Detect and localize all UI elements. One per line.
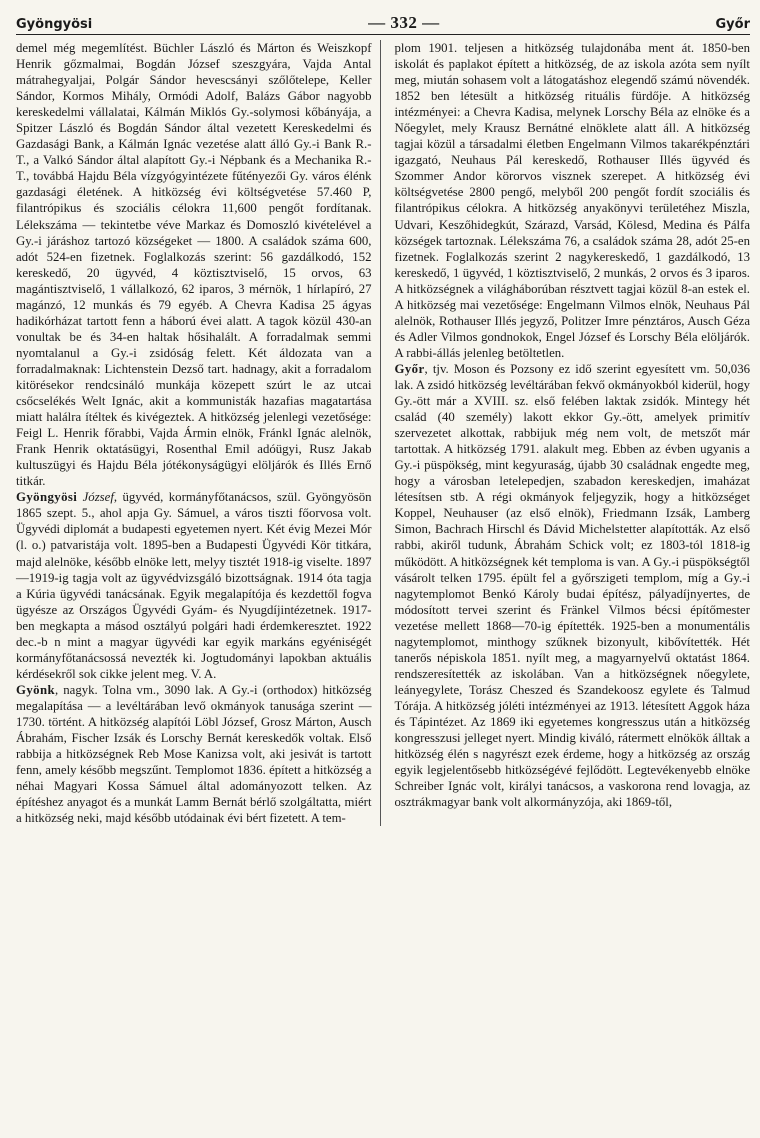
entry-paragraph bbox=[395, 40, 751, 361]
entry-headword: Gyönk bbox=[16, 682, 55, 697]
entry-gyonk bbox=[16, 682, 372, 826]
entry-given-name: József bbox=[82, 490, 114, 505]
left-column bbox=[16, 40, 381, 826]
page-number: — 332 — bbox=[368, 13, 440, 32]
entry-headword: Győr bbox=[394, 361, 425, 376]
entry-text: , ügyvéd, kormányfőtanácsos, szül. Gyöngyösön 1865 szept. 5., ahol apja Gy. Sámuel, a város tiszti főorvosa volt. Ügyvédi diplomát a budapesti egyetemen nyert. Két évig Mezei Mór (l. o.) patvaristája volt. 1895-ben a Budapesti Ügyvédi Kör titkára, majd alelnöke, később elnöke lett, melyy tisztét 1918-ig viselte. 1897—1919-ig tagja volt az ügyvédvizsgáló bizottságnak. 1914 óta tagja a Kúria ügyvédi tanácsának. Egyik megalapítója és kezdettől fogva ügyésze az Országos Ügyvédi Gyám- és Nyugdíjintézetnek. 1917-ben megkapta a másod osztályú polgári hadi érdemkeresztet. 1922 dec.-b n mint a magyar ügyvédi kar egyik markáns egyéniségét kormányfőtanácsossá nevezték ki. Jogtudományi lapokban aktuális kérdésekről sok cikke jelent meg. V. A. bbox=[16, 490, 372, 681]
right-column bbox=[395, 40, 751, 826]
page-header bbox=[16, 8, 750, 35]
entry-gyor bbox=[395, 361, 751, 810]
entry-gyongyosi-jozsef bbox=[16, 489, 372, 682]
entry-paragraph bbox=[16, 40, 372, 489]
entry-headword: Gyöngyösi bbox=[16, 490, 78, 505]
header-left-keyword: Gyöngyösi bbox=[16, 17, 93, 32]
entry-text: , nagyk. Tolna vm., 3090 lak. A Gy.-i (orthodox) hitközség megalapítása — a levéltárában levő okmányok tanusága szerint — 1730. történt. A hitközség alapítói Löbl József, Grosz Márton, Ausch Ábrahám, Fischer Izsák és Lorschy Bernát kereskedők voltak. Első rabbija a hitközségnek Reb Mose Kanizsa volt, aki jesivát is tartott fenn, amely később megszűnt. Templomot 1836. épített a hitközség a néhai Magyari Kossa Sámuel által adományozott telken. Az építéshez anyagot és a munkát Lamm Bernát bérlő szolgáltatta, miért a hitközség neki, majd később utódainak évi bért fizetett. A tem- bbox=[16, 682, 372, 826]
entry-text: , tjv. Moson és Pozsony ez idő szerint egyesített vm. 50,036 lak. A zsidó hitközség levéltárában fekvő okmányokból kiderül, hogy Gy.-ött már a XVIII. sz. első felében laktak zsidók. Mintegy hét család (40 személy) lakott ekkor Gy.-ött, amelyek primitív szervezetet alkottak, rabbijuk még nem volt, de metszőt már tartottak. A hitközség 1791. alakult meg. Ebben az évben ugyanis a Gy.-i püspökség, mint kegyuraság, újabb 30 családnak engedte meg, hogy a városban letelepedjen, szabadon kereskedjen, imaházat létesítsen stb. A régi okmányok feljegyzik, hogy a hitközséget Koppel, Neuhauser (az első elnök), Friedmann Izsák, Lamberg Simon, Bachrach Hirschl és Dávid Michelstetter alapították. Az első rabbi, akiről tudunk, Ábrahám Schick volt; ez 1803-tól 1818-ig működött. A hitközségnek két temploma is van. A Gy.-i püspökségtől vásárolt telken 1795. épült fel a győrszigeti templom, míg a Gy.-i nagytemplomot Benkó Károly budai építész, pályadíjnyertes, de módosított tervei szerint és Fränkel Vilmos bécsi építőmester vezetése mellett 1868—70-ig építették. 1925-ben a monumentális nagytemplomot, minthogy szűknek bizonyult, kibővítették. Hét tanerős népiskola 1851. nyílt meg, a magyarnyelvű oktatást 1864. rendszeresítették az iskolában. Van a hitközségnek nőegylete, leányegylete, Torász Cheszed és Szandekoosz egylete és Talmud Tórája. A hitközség jóléti intézményei az 1913. létesített Aggok háza és Tápintézet. Az 1869 iki egyetemes kongresszus után a hitközség kongresszusi jelleget nyert. Mindig kiváló, rátermett elnökök álltak a hitközség élén s nagyrészt ezek érdeme, hogy a hitközség az ország egyik legjelentősebb hitközségévé fejlődött. Legtevékenyebb elnöke Schreiber Ignác volt, királyi tanácsos, a vaskorona rend lovagja, az osztrákmagyar bank volt alkormányzója, aki 1869-től, bbox=[394, 361, 750, 810]
text-columns bbox=[16, 40, 750, 826]
entry-text: demel még megemlítést. Büchler László és Márton és Weiszkopf Henrik gőzmalmai, Bogdán József szeszgyára, Vajda Antal mátrahegyaljai, Polgár Sándor hevescsányi szőlőtelepe, Keller Sándor, Kormos Mihály, Ormódi Adolf, Balázs Gábor nagyobb kereskedelmi vállalatai, Kálmán Miklós Gy.-solymosi kőbányája, a Spitzer László és Bogdán Sándor által vezetett Kereskedelmi és Gazdasági Bank, a Kálmán Ignác vezetése alatt álló Gy.-i Bank R.-T., a Valkó Sándor által alapított Gy.-i Népbank és a Mechanika R.-T., továbbá Hajdu Béla vízgyógyintézete fűtényezői Gy. város élénk gazdasági életének. A hitközség évi költségvetése 57.460 P, filantrópikus és szociális célokra 11,600 pengőt fordítanak. Lélekszáma — tekintetbe véve Markaz és Domoszló kivételével a Gy.-i járáshoz tartozó községeket — 1800. A családok száma 600, adót 524-en fizetnek. Foglalkozás szerint: 56 gazdálkodó, 152 kereskedő, 20 ügyvéd, 4 köztisztviselő, 15 orvos, 63 magántisztviselő, 1 vállalkozó, 62 iparos, 3 mérnök, 1 hírlapíró, 27 magánzó, 12 munkás és 79 egyéb. A Chevra Kadisa 25 ágyas hadikórházat tartott fenn a háború évei alatt. A tagok közül 430-an vonultak be és 34-en haltak hősihalált. A forradalmak semmi nyomtalanul a Gy.-i zsidóság felett. Két áldozata van a forradalmaknak: Lichtenstein Dezső tart. hadnagy, akit a forradalom kitörésekor rendcsináló munkája közepett szúrt le az utcai csőcselékés Welt Ignác, akit a kommunisták hazafias magatartása miatt halálra ítéltek és kivégeztek. A hitközség jelenlegi vezetősége: Feigl L. Henrik főrabbi, Vajda Ármin elnök, Fránkl Ignác alelnök, Frank Henrik oktatásügyi, Rosenthal Emil adóügyi, Rusz Jakab kultuszügyi és Hajdu Béla jótékonyságügyi elöljárók és Illés Ernő titkár. bbox=[16, 41, 372, 489]
header-right-keyword: Győr bbox=[715, 17, 750, 32]
entry-text: plom 1901. teljesen a hitközség tulajdonába ment át. 1850-ben iskolát és paplakot épített a hitközség, de az iskola azóta sem nyílt meg, miután sohasem volt a látogatáshoz elegendő számú növendék. 1852 ben létesült a hitközség rituális fürdője. A hitközség intézményei: a Chevra Kadisa, melynek Lorschy Béla az elnöke és a Nőegylet, mely Krausz Bernátné elnöklete alatt áll. A hitközség tagjai közül a társadalmi életben Engelmann Vilmos takarékpénztári igazgató, Neuhaus Pál kereskedő, Rothauser Illés ügyvéd és Szommer Andor körorvos visznek szerepet. A hitközség évi költségvetése 2800 pengő, melyből 200 pengőt fordít szociális és filantrópikus célokra. A hitközség anyakönyvi területéhez Miszla, Udvari, Keszőhidegkút, Szárazd, Varsád, Kölesd, Medina és Pálfa községek tartoznak. Lélekszáma 76, a családok száma 28, adót 25-en fizetnek. Foglalkozás szerint 2 nagykereskedő, 1 gazdálkodó, 13 kereskedő, 1 ügyvéd, 1 köztisztviselő, 2 munkás, 2 orvos és 3 iparos. A hitközségnek a világháborúban résztvett tagjai közül 8-an estek el. A hitközség mai vezetősége: Engelmann Vilmos elnök, Neuhaus Pál alelnök, Rothauser Illés jegyző, Politzer Imre pénztáros, Ausch Géza és Adler Vilmos gondnokok, Engel József és Lorschy Béla elöljárók. A rabbi-állás jelenleg betöltetlen. bbox=[394, 41, 750, 360]
